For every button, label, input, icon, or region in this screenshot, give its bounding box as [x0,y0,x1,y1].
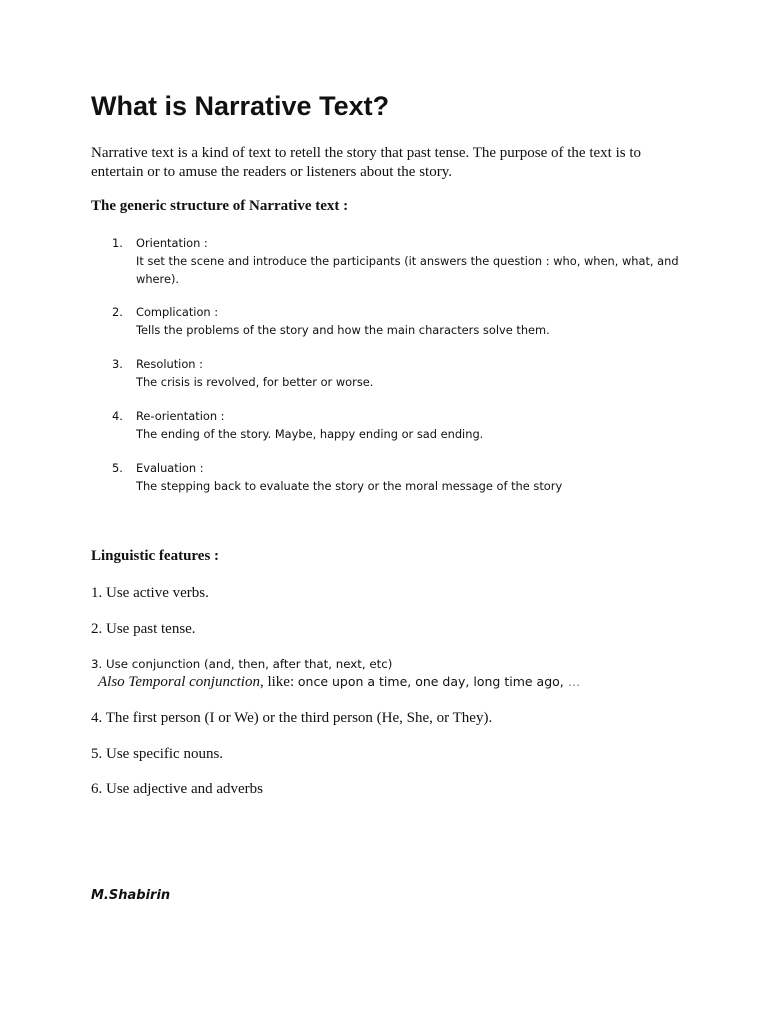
item-label: Resolution : [136,357,203,371]
item-label: Re-orientation : [136,409,225,423]
item-label: Orientation : [136,236,208,250]
feature-item: 1. Use active verbs. [91,585,209,601]
item-description: The stepping back to evaluate the story or the moral message of the story [136,479,563,493]
item-description: It set the scene and introduce the participants (it answers the question : who, when, what, and where). [136,254,679,286]
item-label: Evaluation : [136,461,204,475]
temporal-conjunction-line [98,674,580,691]
intro-paragraph: Narrative text is a kind of text to retell the story that past tense. The purpose of the text is to entertain or to amuse the readers or listeners about the story. [91,145,641,180]
temporal-like: , like: [259,674,298,690]
item-number: 2. [112,305,123,319]
page-title: What is Narrative Text? [91,91,390,121]
structure-heading: The generic structure of Narrative text : [91,198,349,214]
temporal-ellipsis: … [567,674,581,689]
linguistic-heading: Linguistic features : [91,548,220,564]
item-description: The crisis is revolved, for better or worse. [136,375,374,389]
feature-item: 3. Use conjunction (and, then, after that, next, etc) [91,657,393,671]
item-description: Tells the problems of the story and how the main characters solve them. [136,323,550,337]
author-signature: M.Shabirin [91,888,171,903]
item-number: 5. [112,461,123,475]
item-number: 3. [112,357,123,371]
feature-item: 5. Use specific nouns. [91,746,224,762]
feature-item: 2. Use past tense. [91,621,196,637]
feature-item: 6. Use adjective and adverbs [91,781,264,797]
item-label: Complication : [136,305,219,319]
temporal-examples: once upon a time, one day, long time ago, [297,674,568,689]
feature-item: 4. The first person (I or We) or the third person (He, She, or They). [91,710,493,726]
item-number: 4. [112,409,123,423]
temporal-label: Also Temporal conjunction [98,674,260,690]
item-number: 1. [112,236,123,250]
item-description: The ending of the story. Maybe, happy ending or sad ending. [136,427,484,441]
